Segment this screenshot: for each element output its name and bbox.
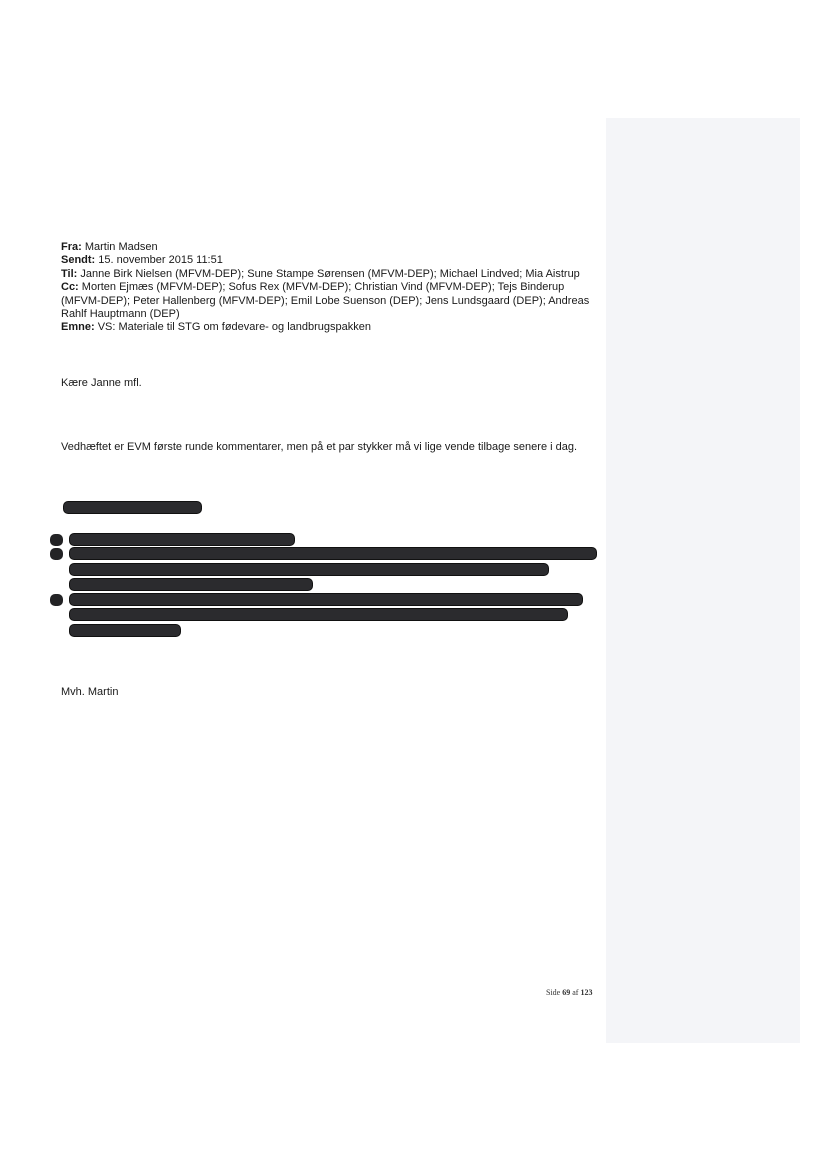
cc-line [61,281,601,321]
margin-strip [606,118,800,1043]
redaction-bar [70,534,294,545]
redacted-bullet [50,548,63,560]
redaction-bar [70,579,312,590]
from-value: Martin Madsen [84,241,158,253]
page-number: 69 [562,988,571,997]
redacted-bullet [50,594,63,606]
redaction-bar [70,548,596,559]
sent-value: 15. november 2015 11:51 [98,254,223,267]
footer-prefix: Side [546,988,563,997]
redaction-bar [70,609,567,620]
redacted-bullet [50,534,63,546]
to-value: Janne Birk Nielsen (MFVM-DEP); Sune Stampe Sørensen (MFVM-DEP); Michael Lindved; Mia Aistrup [80,267,580,280]
email-header [61,241,601,335]
subject-label: Emne: [61,321,95,334]
to-line [61,268,601,281]
redaction-bar [70,625,180,636]
footer-middle: af [570,988,581,997]
page-total: 123 [580,988,593,997]
page-footer [546,988,592,997]
body-paragraph: Vedhæftet er EVM første runde kommentarer, men på et par stykker må vi lige vende tilbage senere i dag. [61,441,578,453]
sent-line [61,254,601,267]
redaction-bar [70,564,548,575]
redaction-bar [70,594,582,605]
subject-line [61,321,601,334]
from-label: Fra: [61,241,82,253]
subject-value: VS: Materiale til STG om fødevare- og landbrugspakken [97,321,371,334]
from-line [61,241,601,254]
to-label: Til: [61,267,78,280]
cc-value: Morten Ejmæs (MFVM-DEP); Sofus Rex (MFVM-DEP); Christian Vind (MFVM-DEP); Tejs Binderup (MFVM-DEP); Peter Hallenberg (MFVM-DEP); Emil Lobe Suenson (DEP); Jens Lundsgaard (DEP); Andreas Rahlf Hauptmann (DEP) [61,281,590,321]
sent-label: Sendt: [61,254,96,267]
cc-label: Cc: [61,281,79,294]
redaction-bar [64,502,201,513]
signoff: Mvh. Martin [61,686,119,698]
greeting: Kære Janne mfl. [61,377,142,389]
